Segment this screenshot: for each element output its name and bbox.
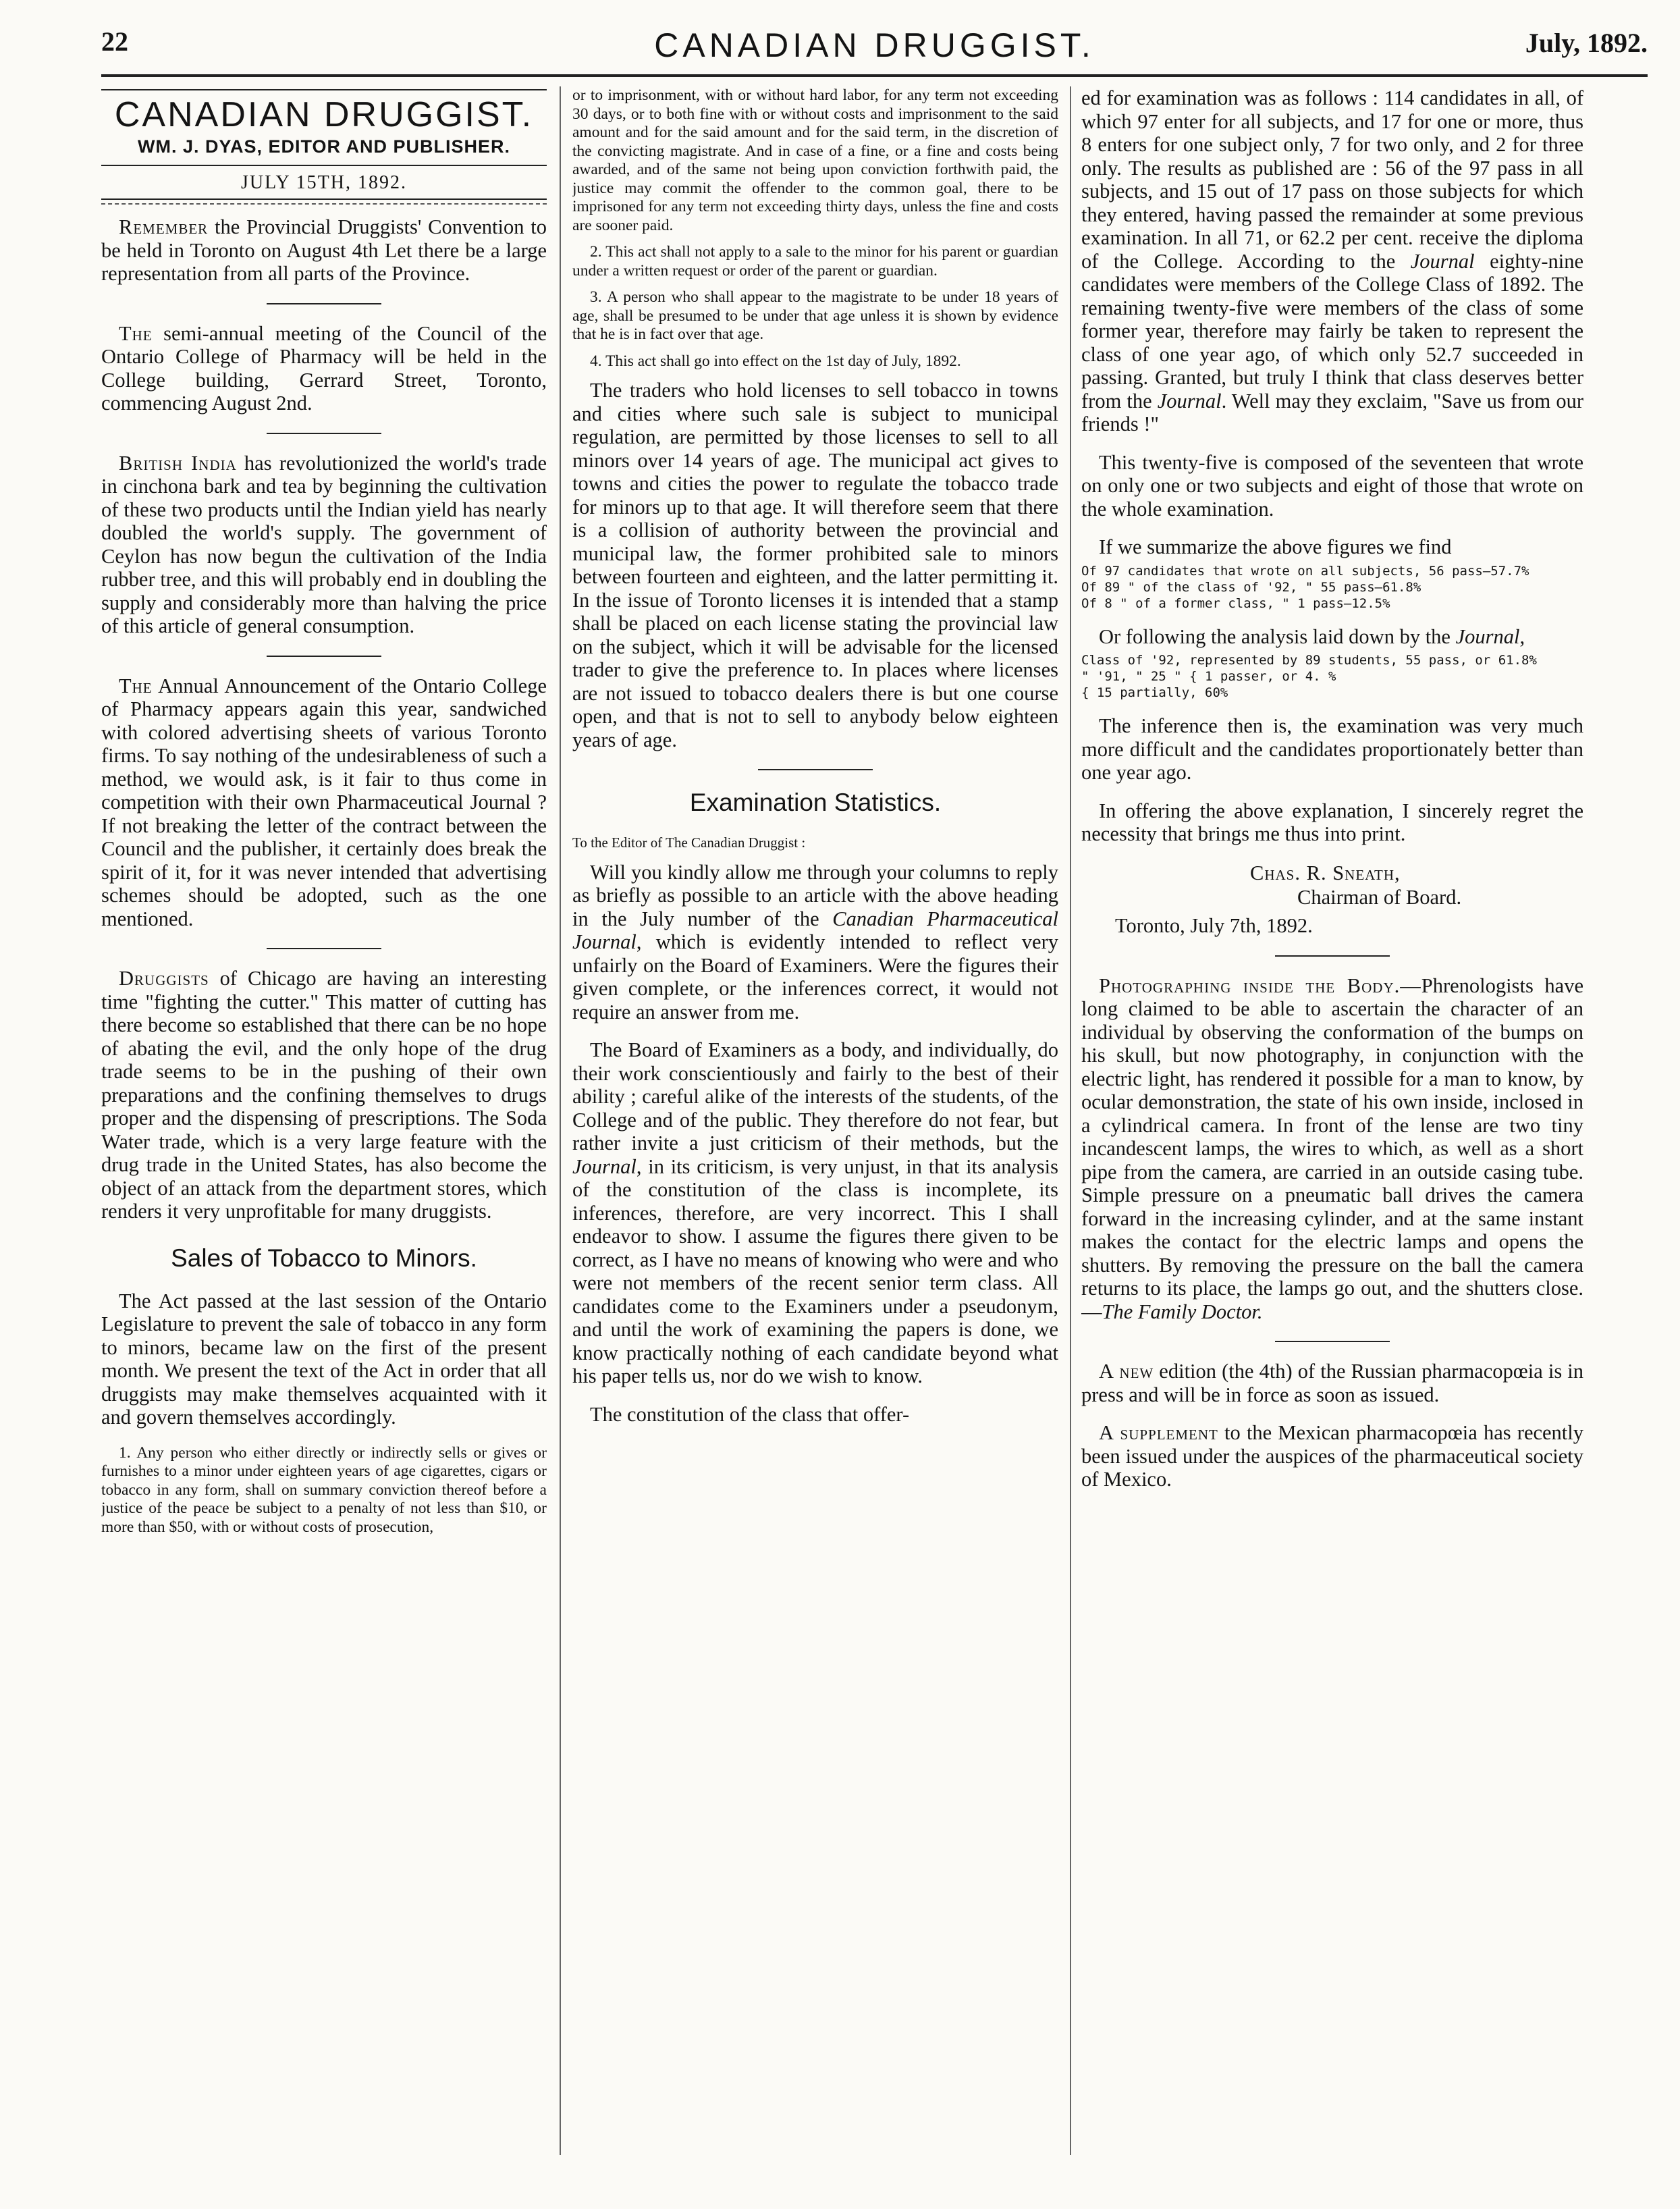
exam-paragraph-6: Or following the analysis laid down by the Journal,	[1099, 624, 1525, 648]
act-section-1-cont: or to imprisonment, with or without hard labor, for any term not exceeding 30 days, or to both fine with or without costs and imprisonment to the said amount and for the said amount and for the said term, in the discretion of the convicting magistrate. And in case of a fine, or a fine and costs being awarded, and of the same not being upon conviction forthwith paid, the justice may commit the offender to the common goal, there to be imprisoned for any term not exceeding thirty days, unless the fine and costs are sooner paid.	[572, 86, 1058, 234]
exam-paragraph-3: ed for examination was as follows : 114 candidates in all, of which 97 enter for all subjects, and 17 for one or more, thus 8 enters for one subject only, 7 for two only, and 2 for three only. The results as published are : 56 of the 97 pass in all subjects, and 15 out of 17 pass on those subjects for which they entered, having passed the remainder at some previous examination. In all 71, or 62.2 per cent. receive the diploma of the College. According to the Journal eighty-nine candidates were members of the College Class of 1892. The remaining twenty-five were members of the class of some former year, therefore may fairly be taken to represent the class of one year ago, of which only 52.7 succeeded in passing. Granted, but truly I think that class deserves better from the Journal. Well may they exclaim, "Save us from our friends !"	[1081, 86, 1583, 435]
table-row: Class of '92, represented by 89 students, 55 pass, or 61.8%	[1081, 653, 1537, 668]
photography-paragraph: Photographing inside the Body.—Phrenologists have long claimed to be able to ascertain the character of an individual by observing the conformation of the bumps on his skull, but now photography, in conjunction with the electric light, has rendered it possible for a man to know, by ocular demonstration, the state of his own inside, inclosed in a cylindrical camera. In front of the lense are two tiny incandescent lamps, the wires to which, as well as a short pipe from the camera, are carried in an outside casing tube. Simple pressure on a pneumatic ball drives the camera forward in the increasing cylinder, and at the same instant makes the contact for the electric lamps and opens the shutters. By removing the pressure on the ball the camera returns to its place, the lamps go out, and the shutters close.—The Family Doctor.	[1081, 974, 1583, 1323]
tobacco-intro: The Act passed at the last session of the Ontario Legislature to prevent the sale of tobacco in any form to minors, became law on the first of the present month. We present the text of the Act in order that all druggists may make themselves acquainted with it and govern themselves accordingly.	[101, 1289, 547, 1429]
act-section-3: 3. A person who shall appear to the magistrate to be under 18 years of age, shall be presumed to be under that age unless it is shown by evidence that he is in fact over that age.	[572, 288, 1058, 343]
issue-date: JULY 15TH, 1892.	[241, 172, 407, 193]
exam-paragraph-8: In offering the above explanation, I sincerely regret the necessity that brings me thus into print.	[1081, 799, 1583, 845]
summary-table-1	[1081, 563, 1583, 612]
masthead-double-rule	[101, 198, 547, 205]
signature-block	[1081, 861, 1583, 938]
exam-paragraph-4: This twenty-five is composed of the seventeen that wrote on only one or two subjects and eight of those that wrote on the whole examination.	[1081, 450, 1583, 521]
act-section-1: 1. Any person who either directly or indirectly sells or gives or furnishes to a minor under eighteen years of age cigarettes, cigars or tobacco in any form, shall on summary conviction thereof before a justice of the peace be subject to a penalty of not less than $10, or more than $50, with or without costs of prosecution,	[101, 1443, 547, 1536]
table-row: Of 8 " of a former class, " 1 pass—12.5%	[1081, 595, 1390, 611]
traders-paragraph: The traders who hold licenses to sell tobacco in towns and cities where such sale is subject to municipal regulation, are permitted by those licenses to sell to all minors over 14 years of age. The municipal act gives to towns and cities the power to regulate the tobacco trade for minors up to that age. It will therefore seem that there is a collision of authority between the provincial and municipal law, the former prohibited sale to minors between fourteen and eighteen, and the latter permitting it. In the issue of Toronto licenses it is intended that a stamp shall be placed on each license stating the provincial law on the subject, which it will be advisable for the licensed trader to give the preference to. In places where licenses are not issued to tobacco dealers there is but one course open, and that is not to sell to anybody below eighteen years of age.	[572, 379, 1058, 751]
masthead-top-rule	[101, 89, 547, 90]
signature-title: Chairman of Board.	[1297, 885, 1462, 909]
signature-place-date: Toronto, July 7th, 1892.	[1115, 913, 1313, 937]
separator	[267, 433, 381, 434]
column-1	[101, 86, 547, 2189]
separator	[1275, 955, 1390, 957]
exam-paragraph-3-start: The constitution of the class that offer-	[590, 1402, 910, 1426]
running-title: CANADIAN DRUGGIST.	[654, 26, 1095, 64]
table-row: Of 89 " of the class of '92, " 55 pass—61.8%	[1081, 579, 1421, 595]
masthead-title: CANADIAN DRUGGIST.	[114, 95, 534, 134]
table-row: { 15 partially, 60%	[1081, 685, 1228, 700]
masthead-editor: WM. J. DYAS, EDITOR AND PUBLISHER.	[137, 136, 511, 157]
summary-table-2	[1081, 652, 1583, 701]
exam-paragraph-5: If we summarize the above figures we find	[1099, 535, 1452, 558]
separator	[267, 303, 381, 304]
header-rule	[101, 74, 1648, 77]
exam-paragraph-2: The Board of Examiners as a body, and individually, do their work conscientiously and fairly to the best of their ability ; careful alike of the interests of the students, of the College and of the public. They therefore do not fear, but rather invite a just criticism of their methods, but the Journal, in its criticism, is very unjust, in that its analysis of the constitution of the class is incomplete, its inferences, therefore, are very incorrect. This I shall endeavor to show. I assume the figures there given to be correct, as I have no means of knowing who were and who were not members of the recent senior term class. All candidates come to the Examiners under a pseudonym, and until the work of examining the papers is done, we know practically nothing of each candidate beyond what his paper tells us, nor do we wish to know.	[572, 1038, 1058, 1387]
tobacco-heading: Sales of Tobacco to Minors.	[171, 1244, 477, 1272]
separator	[1275, 1341, 1390, 1342]
exam-paragraph-7: The inference then is, the examination was very much more difficult and the candidates proportionately better than one year ago.	[1081, 714, 1583, 784]
council-notice: The semi-annual meeting of the Council of the Ontario College of Pharmacy will be held in the College building, Gerrard Street, Toronto, commencing August 2nd.	[101, 321, 547, 415]
column-divider	[560, 86, 561, 2155]
separator	[267, 948, 381, 949]
exam-salutation: To the Editor of The Canadian Druggist :	[572, 834, 806, 851]
table-row: " '91, " 25 " { 1 passer, or 4. %	[1081, 669, 1336, 684]
india-notice: British India has revolutionized the world's trade in cinchona bark and tea by beginning the cultivation of these two products until the Indian yield has nearly doubled the world's supply. The government of Ceylon has now begun the cultivation of the India rubber tree, and this will probably end in doubling the supply and considerably more than halving the price of this article of general consumption.	[101, 451, 547, 637]
exam-heading: Examination Statistics.	[689, 789, 942, 816]
convention-notice: Remember the Provincial Druggists' Convention to be held in Toronto on August 4th Let there be a large representation from all parts of the Province.	[101, 215, 547, 285]
table-row: Of 97 candidates that wrote on all subjects, 56 pass—57.7%	[1081, 563, 1529, 579]
act-section-2: 2. This act shall not apply to a sale to the minor for his parent or guardian under a written request or order of the parent or guardian.	[572, 243, 1058, 280]
mexican-notice: A supplement to the Mexican pharmacopœia has recently been issued under the auspices of the pharmaceutical society of Mexico.	[1081, 1421, 1583, 1491]
column-2	[572, 86, 1058, 2189]
column-divider	[1070, 86, 1071, 2155]
separator	[758, 769, 873, 770]
announcement-notice: The Annual Announcement of the Ontario College of Pharmacy appears again this year, sandwiched with colored advertising sheets of various Toronto firms. To say nothing of the undesirableness of such a method, we would ask, is it fair to thus come in competition with their own Pharmaceutical Journal ? If not breaking the letter of the contract between the Council and the publisher, it certainly does break the spirit of it, for it was never intended that advertising schemes should be adopted, such as the one mentioned.	[101, 674, 547, 930]
signature-name: Chas. R. Sneath,	[1250, 861, 1401, 884]
column-3	[1081, 86, 1583, 2189]
header-date: July, 1892.	[1525, 28, 1648, 58]
separator	[267, 656, 381, 657]
exam-paragraph-1: Will you kindly allow me through your columns to reply as briefly as possible to an article with the above heading in the July number of the Canadian Pharmaceutical Journal, which is evidently intended to reflect very unfairly on the Board of Examiners. Were the figures their given complete, or the inferences correct, it would not require an answer from me.	[572, 860, 1058, 1023]
act-section-4: 4. This act shall go into effect on the 1st day of July, 1892.	[590, 352, 961, 370]
chicago-notice: Druggists of Chicago are having an interesting time "fighting the cutter." This matter of cutting has there become so established that there can be no hope of abating the evil, and the only hope of the drug trade seems to be in the pushing of their own preparations and the confining themselves to drugs proper and the dispensing of prescriptions. The Soda Water trade, which is a very large feature with the drug trade in the United States, has also become the object of an attack from the department stores, which renders it very unprofitable for many druggists.	[101, 967, 547, 1223]
page-number: 22	[101, 26, 128, 57]
russian-notice: A new edition (the 4th) of the Russian pharmacopœia is in press and will be in force as soon as issued.	[1081, 1360, 1583, 1406]
masthead-rule	[101, 165, 547, 166]
running-header	[101, 26, 1648, 74]
